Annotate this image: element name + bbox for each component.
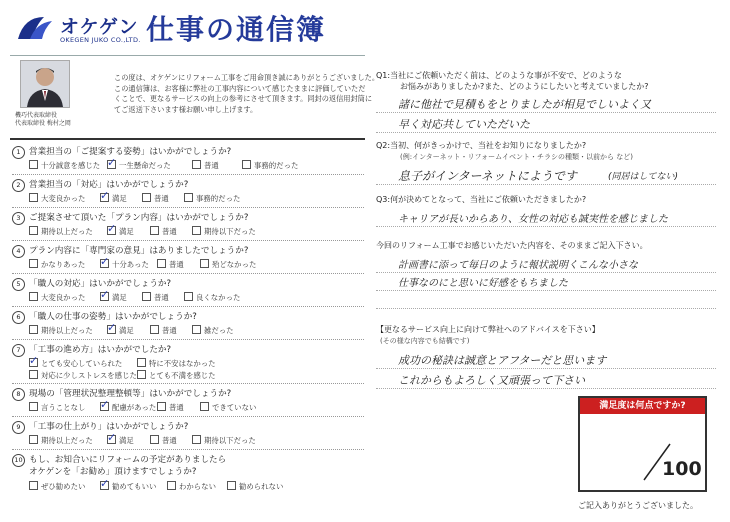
answer-line	[376, 226, 716, 227]
option-checked[interactable]: ✓ 満足	[100, 189, 127, 203]
question-divider	[12, 174, 364, 175]
option[interactable]: 大変良かった	[29, 193, 85, 204]
q1-text: Q1:当社にご依頼いただく前は、どのような事が不安で、どのような	[376, 71, 622, 80]
checkbox[interactable]	[184, 193, 193, 202]
option-checked[interactable]: ✓ 十分あった	[100, 255, 149, 269]
option[interactable]: 期待以上だった	[29, 325, 93, 336]
answer-line	[376, 184, 716, 185]
answer-q3: キャリアが長いからあり、女性の対応も誠実性を感じました	[398, 214, 668, 225]
question-text: 現場の「管理状況整理整頓等」はいかがでしょうか?	[29, 389, 232, 399]
checkbox[interactable]	[137, 358, 146, 367]
checkbox[interactable]	[29, 160, 38, 169]
question-divider	[12, 273, 364, 274]
option[interactable]: わからない	[167, 481, 216, 492]
checkbox[interactable]	[29, 193, 38, 202]
checkbox-checked[interactable]	[100, 189, 110, 202]
checkbox[interactable]	[29, 370, 38, 379]
question-text: プラン内容に「専門家の意見」はありましたでしょうか?	[29, 246, 249, 256]
answer-q2-note: (同居はしてない)	[608, 172, 679, 182]
question-number: 10	[12, 454, 25, 467]
q4-text: 今回のリフォーム工事でお感じいただいた内容を、そのままご記入下さい。	[376, 241, 648, 250]
option-checked[interactable]: ✓ とても安心していられた	[29, 354, 123, 368]
q2-text: Q2:当初、何がきっかけで、当社をお知りになりましたか?	[376, 141, 587, 150]
option-checked[interactable]: ✓ 勧めてもいい	[100, 477, 157, 491]
representative-name: 代表取締役 梅村之岡	[15, 120, 71, 127]
satisfaction-score-box	[578, 396, 707, 492]
question-number: 2	[12, 179, 25, 192]
intro-line: てご返送下さいます様お願い申し上げます。	[114, 104, 258, 114]
checkbox-checked[interactable]	[100, 398, 110, 411]
question-number: 6	[12, 311, 25, 324]
checkbox[interactable]	[29, 435, 38, 444]
page-title: 仕事の通信簿	[146, 13, 327, 46]
checkbox[interactable]	[200, 259, 209, 268]
checkbox-checked[interactable]	[100, 477, 110, 490]
option[interactable]: 期待以上だった	[29, 226, 93, 237]
answer-line	[376, 388, 716, 389]
check-mark-icon: ✓	[107, 222, 117, 235]
question-number: 9	[12, 421, 25, 434]
check-mark-icon: ✓	[29, 354, 39, 367]
score-value: 100	[662, 458, 702, 480]
checkbox[interactable]	[142, 193, 151, 202]
question-number: 8	[12, 388, 25, 401]
option[interactable]: かなりあった	[29, 259, 85, 270]
question-text: 「職人の仕事の姿勢」はいかがでしょうか?	[29, 312, 197, 322]
question-number: 1	[12, 146, 25, 159]
checkbox[interactable]	[29, 481, 38, 490]
option[interactable]: 期待以下だった	[192, 435, 256, 446]
option[interactable]: とても不満を感じた	[137, 370, 216, 381]
option[interactable]: 殆どなかった	[200, 259, 256, 270]
option[interactable]: 普通	[150, 325, 177, 336]
check-mark-icon: ✓	[100, 255, 110, 268]
checkbox[interactable]	[150, 435, 159, 444]
checkbox-checked[interactable]	[100, 288, 110, 301]
option-checked[interactable]: ✓ 配慮があった	[100, 398, 157, 412]
checkbox[interactable]	[142, 292, 151, 301]
question-number: 4	[12, 245, 25, 258]
option[interactable]: 言うことなし	[29, 402, 85, 413]
answer-q1: 諸に他社で見積もをとりましたが相見でしいよく又	[398, 98, 651, 111]
question-divider	[12, 306, 364, 307]
answer-line	[376, 290, 716, 291]
option[interactable]: 期待以上だった	[29, 435, 93, 446]
option[interactable]: 勧められない	[227, 481, 283, 492]
question-text: 営業担当の「対応」はいかがでしょうか?	[29, 180, 189, 190]
option-checked[interactable]: ✓ 満足	[107, 321, 134, 335]
question-text: もし、お知合いにリフォームの予定がありましたら	[29, 455, 227, 465]
checkbox[interactable]	[29, 259, 38, 268]
option-checked[interactable]: ✓ 満足	[107, 222, 134, 236]
question-divider	[12, 449, 364, 450]
intro-line: この度は、オケゲンにリフォーム工事をご用命頂き誠にありがとうございました。	[114, 73, 380, 82]
answer-q1-line2: 早く対応共していただいた	[398, 118, 530, 131]
checkbox-checked[interactable]	[107, 321, 117, 334]
checkbox[interactable]	[157, 259, 166, 268]
advice-title: 【更なるサービス向上に向けて弊社へのアドバイスを下さい】	[376, 325, 600, 334]
advice-answer-line2: これからもよろしく又頑張って下さい	[398, 374, 585, 387]
question-number: 5	[12, 278, 25, 291]
option[interactable]: できていない	[200, 402, 256, 413]
representative-title: 機巧代表取締役	[15, 112, 58, 119]
option-checked[interactable]: ✓ 満足	[107, 431, 134, 445]
answer-line	[376, 368, 716, 369]
checkbox[interactable]	[192, 325, 201, 334]
option[interactable]: 対応に少しストレスを感じた	[29, 370, 137, 381]
score-title: 満足度は何点ですか?	[580, 398, 705, 414]
answer-line	[376, 308, 716, 309]
question-text: ご提案させて頂いた「プラン内容」はいかがでしょうか?	[29, 213, 249, 223]
checkbox[interactable]	[29, 292, 38, 301]
checkbox-checked[interactable]	[29, 354, 39, 367]
intro-line: この通信簿は、お客様に弊社の工事内容について感じたままに評価していただ	[114, 83, 366, 93]
question-number: 3	[12, 212, 25, 225]
option-checked[interactable]: ✓ 一生懸命だった	[107, 156, 171, 170]
question-divider	[12, 416, 364, 417]
thanks-text: ご記入ありがとうございました。	[578, 501, 698, 510]
question-divider	[12, 240, 364, 241]
checkbox[interactable]	[29, 325, 38, 334]
check-mark-icon: ✓	[100, 398, 110, 411]
advice-answer: 成功の秘訣は誠意とアフターだと思います	[398, 354, 607, 367]
option[interactable]: 大変良かった	[29, 292, 85, 303]
checkbox-checked[interactable]	[100, 255, 110, 268]
option[interactable]: 特に不安はなかった	[137, 358, 216, 369]
option[interactable]: 普通	[157, 402, 184, 413]
option[interactable]: 良くなかった	[184, 292, 240, 303]
checkbox[interactable]	[184, 292, 193, 301]
option[interactable]: 十分誠意を感じた	[29, 160, 100, 171]
q3-text: Q3:何が決めてとなって、当社にご依頼いただきましたか?	[376, 195, 587, 204]
checkbox[interactable]	[192, 226, 201, 235]
checkbox[interactable]	[157, 402, 166, 411]
q1-text-line2: お悩みがありましたか?また、どのようにしたいと考えていましたか?	[400, 82, 649, 91]
checkbox[interactable]	[192, 435, 201, 444]
answer-q4: 計画書に添って毎日のように報状説明くこんな小さな	[398, 260, 638, 271]
checkbox[interactable]	[200, 402, 209, 411]
checkbox[interactable]	[29, 226, 38, 235]
representative-photo	[20, 60, 70, 108]
question-divider	[12, 339, 364, 340]
intro-text	[114, 73, 380, 115]
option[interactable]: 普通	[192, 160, 219, 171]
check-mark-icon: ✓	[100, 189, 110, 202]
brand-name: オケゲン	[60, 16, 139, 38]
checkbox[interactable]	[167, 481, 176, 490]
intro-line: くことで、更なるサービスの向上の参考にさせて頂きます。同封の返信用封筒に	[114, 94, 373, 104]
question-divider	[12, 383, 364, 384]
brand-subtitle: OKEGEN JUKO CO.,LTD.	[60, 36, 141, 44]
advice-subtitle: (その様な内容でも結構です)	[380, 337, 470, 345]
question-divider	[12, 207, 364, 208]
checkbox[interactable]	[242, 160, 251, 169]
checkbox-checked[interactable]	[107, 431, 117, 444]
option[interactable]: 普通	[142, 193, 169, 204]
question-text-line2: オケゲンを「お勧め」頂けますでしょうか?	[29, 467, 197, 477]
question-text: 「職人の対応」はいかがでしょうか?	[29, 279, 172, 289]
question-number: 7	[12, 344, 25, 357]
option[interactable]: 事務的だった	[184, 193, 240, 204]
check-mark-icon: ✓	[100, 477, 110, 490]
option[interactable]: 普通	[150, 435, 177, 446]
checkbox[interactable]	[29, 402, 38, 411]
checkbox[interactable]	[150, 226, 159, 235]
answer-line	[376, 272, 716, 273]
check-mark-icon: ✓	[107, 431, 117, 444]
answer-q4-line2: 仕事なのにと思いに好感をもちました	[398, 278, 568, 289]
check-mark-icon: ✓	[107, 321, 117, 334]
option[interactable]: 期待以下だった	[192, 226, 256, 237]
option[interactable]: ぜひ勧めたい	[29, 481, 85, 492]
checkbox[interactable]	[137, 370, 146, 379]
question-text: 「工事の仕上がり」はいかがでしょうか?	[29, 422, 189, 432]
answer-q2: 息子がインターネットにようです	[398, 169, 577, 183]
check-mark-icon: ✓	[100, 288, 110, 301]
check-mark-icon: ✓	[107, 156, 117, 169]
option[interactable]: 普通	[157, 259, 184, 270]
checkbox-checked[interactable]	[107, 222, 117, 235]
q2-example: (例:インターネット・リフォームイベント・チラシの種類・以前から など)	[400, 153, 633, 161]
option[interactable]: 事務的だった	[242, 160, 298, 171]
section-divider	[10, 138, 365, 140]
answer-line	[376, 112, 716, 113]
answer-line	[376, 132, 716, 133]
option[interactable]: 雑だった	[192, 325, 234, 336]
checkbox-checked[interactable]	[107, 156, 117, 169]
checkbox[interactable]	[192, 160, 201, 169]
option-checked[interactable]: ✓ 満足	[100, 288, 127, 302]
checkbox[interactable]	[150, 325, 159, 334]
question-text: 営業担当の「ご提案する姿勢」はいかがでしょうか?	[29, 147, 232, 157]
logo-icon	[14, 13, 54, 43]
option[interactable]: 普通	[150, 226, 177, 237]
checkbox[interactable]	[227, 481, 236, 490]
header-divider	[10, 55, 365, 56]
question-text: 「工事の進め方」はいかがでしたか?	[29, 345, 172, 355]
option[interactable]: 普通	[142, 292, 169, 303]
